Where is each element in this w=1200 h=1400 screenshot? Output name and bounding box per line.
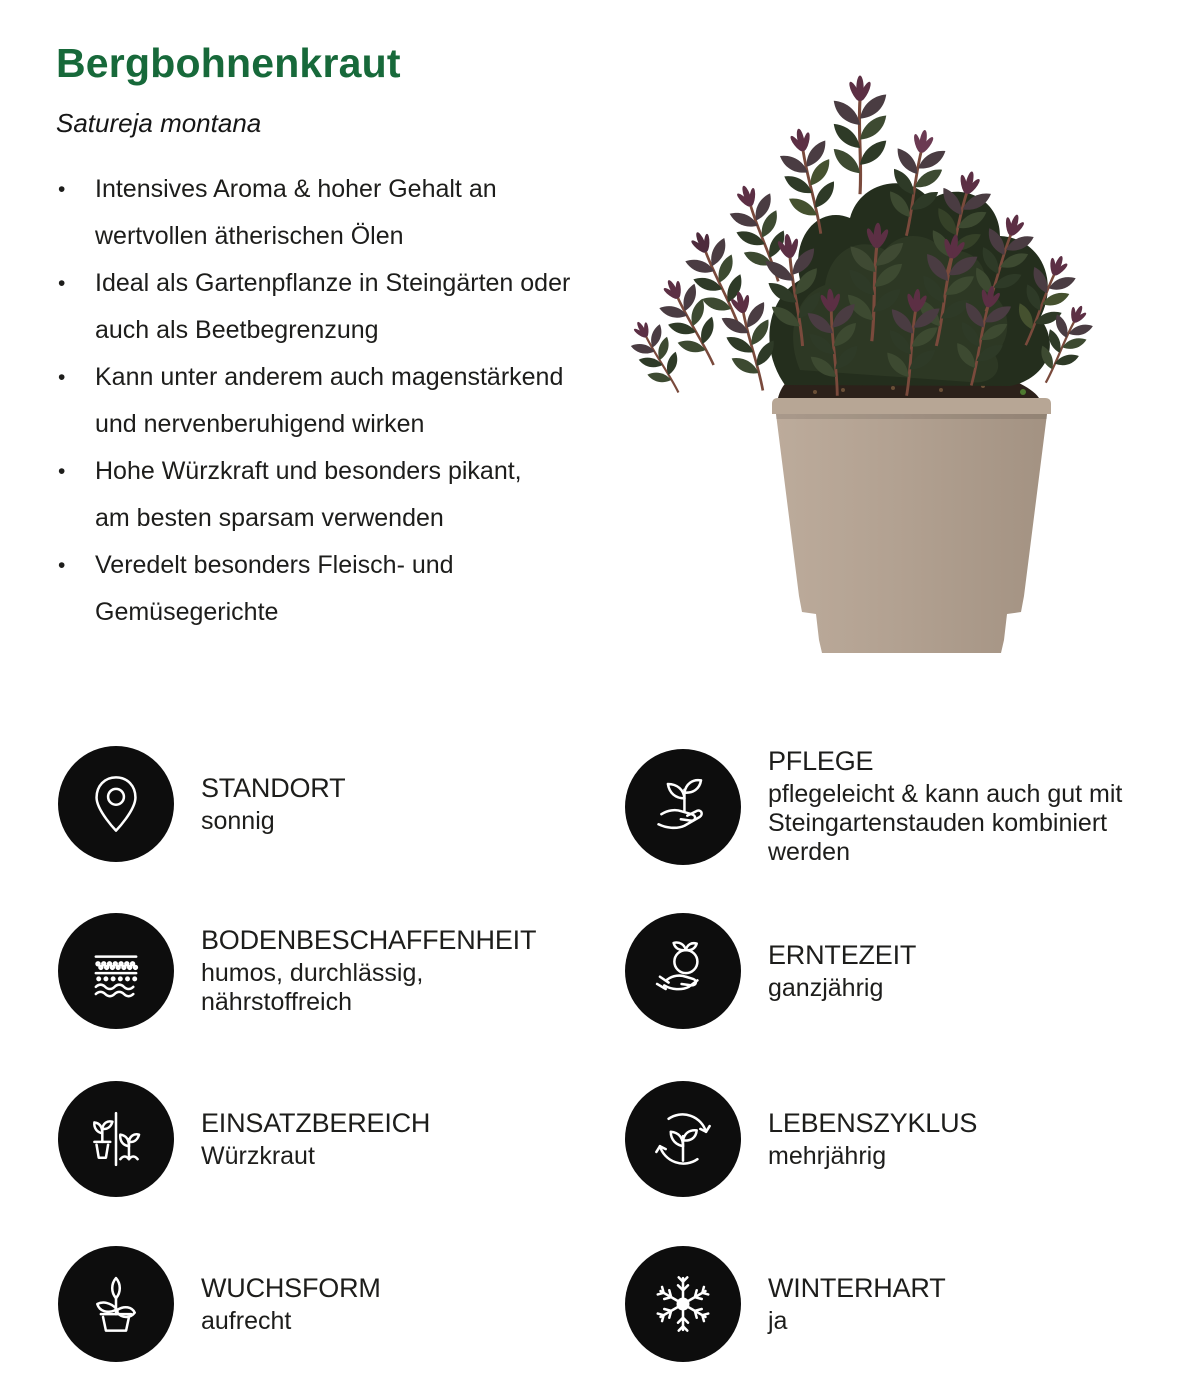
- scientific-name: Satureja montana: [56, 108, 262, 138]
- feature-value-line: Steingartenstauden kombiniert: [768, 809, 1108, 837]
- bullet-item: [56, 542, 616, 636]
- bullet-item: [56, 354, 616, 448]
- bullet-line: • Intensives Aroma & hoher Gehalt an: [95, 175, 497, 203]
- feature-icon-circle: [58, 746, 174, 862]
- foliage: [622, 76, 1098, 402]
- feature-label: LEBENSZYKLUS: [768, 1107, 978, 1138]
- feature-value: [201, 1307, 381, 1336]
- feature-text: [201, 773, 345, 836]
- feature-value: [201, 1142, 430, 1171]
- feature-icon-circle: [625, 913, 741, 1029]
- plant-cycle-icon: [647, 1103, 719, 1175]
- feature-label: STANDORT: [201, 772, 346, 803]
- feature-text: [201, 1273, 381, 1336]
- plant-photo: [615, 40, 1110, 685]
- feature-icon-circle: [625, 1081, 741, 1197]
- feature-item: [58, 913, 536, 1029]
- feature-label: BODENBESCHAFFENHEIT: [201, 925, 537, 955]
- bullet-list: [56, 166, 616, 636]
- feature-label: EINSATZBEREICH: [201, 1107, 431, 1138]
- feature-value-line: nährstoffreich: [201, 988, 353, 1016]
- feature-value-line: sonnig: [201, 806, 275, 835]
- feature-text: [201, 1108, 430, 1171]
- location-pin-icon: [80, 768, 152, 840]
- bullet-line: • Kann unter anderem auch magenstärkend: [95, 363, 564, 391]
- feature-text: [768, 1273, 946, 1336]
- potted-plant-icon: [80, 1268, 152, 1340]
- feature-icon-circle: [58, 1246, 174, 1362]
- pot-shape: [772, 398, 1051, 653]
- bullet-item: [56, 166, 616, 260]
- hand-sprout-icon: [647, 771, 719, 843]
- feature-value: [201, 807, 345, 836]
- hand-fruit-icon: [647, 935, 719, 1007]
- feature-value: [768, 1142, 977, 1171]
- feature-value: [768, 974, 916, 1003]
- feature-value: [201, 959, 536, 1017]
- feature-value-line: pflegeleicht & kann auch gut mit: [768, 780, 1123, 808]
- feature-label: WUCHSFORM: [201, 1272, 381, 1303]
- feature-item: [58, 1246, 381, 1362]
- feature-value-line: mehrjährig: [768, 1141, 887, 1170]
- feature-item: [625, 1081, 977, 1197]
- feature-value-line: ganzjährig: [768, 973, 884, 1002]
- feature-text: [768, 940, 916, 1003]
- plant-illustration: [615, 40, 1110, 685]
- snowflake-icon: [647, 1268, 719, 1340]
- bullet-line: • Veredelt besonders Fleisch- und: [95, 551, 454, 579]
- feature-item: [625, 913, 916, 1029]
- feature-value-line: werden: [768, 838, 850, 866]
- feature-icon-circle: [58, 1081, 174, 1197]
- feature-text: [201, 925, 536, 1017]
- feature-icon-circle: [58, 913, 174, 1029]
- bullet-line: am besten sparsam verwenden: [95, 504, 444, 532]
- feature-value-line: humos, durchlässig,: [201, 959, 424, 987]
- feature-text: [768, 1108, 977, 1171]
- feature-label: WINTERHART: [768, 1272, 946, 1303]
- feature-item: [58, 1081, 430, 1197]
- feature-value-line: aufrecht: [201, 1306, 292, 1335]
- bullet-line: auch als Beetbegrenzung: [95, 316, 379, 344]
- feature-value: [768, 780, 1122, 867]
- feature-item: [625, 1246, 946, 1362]
- bullet-item: [56, 260, 616, 354]
- page-title: Bergbohnenkraut: [56, 40, 401, 86]
- feature-icon-circle: [625, 749, 741, 865]
- bullet-line: • Ideal als Gartenpflanze in Steingärten oder: [95, 269, 571, 297]
- feature-text: [768, 746, 1122, 867]
- feature-icon-circle: [625, 1246, 741, 1362]
- feature-value-line: Würzkraut: [201, 1141, 315, 1170]
- bullet-line: wertvollen ätherischen Ölen: [95, 222, 404, 250]
- feature-label: PFLEGE: [768, 746, 874, 776]
- bullet-line: • Hohe Würzkraft und besonders pikant,: [95, 457, 522, 485]
- feature-value: [768, 1307, 946, 1336]
- feature-label: ERNTEZEIT: [768, 939, 917, 970]
- bullet-line: Gemüsegerichte: [95, 598, 279, 626]
- pot-vs-ground-icon: [80, 1103, 152, 1175]
- feature-item: [58, 746, 345, 862]
- soil-layers-icon: [80, 935, 152, 1007]
- feature-item: [625, 746, 1122, 867]
- bullet-line: und nervenberuhigend wirken: [95, 410, 425, 438]
- feature-value-line: ja: [768, 1306, 788, 1335]
- bullet-item: [56, 448, 616, 542]
